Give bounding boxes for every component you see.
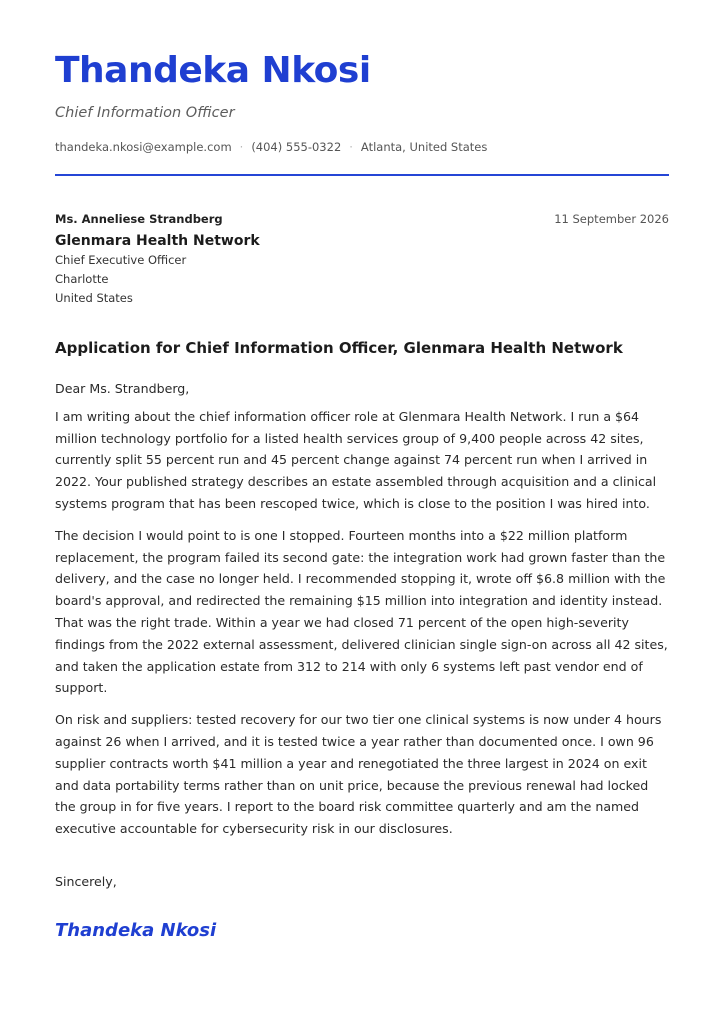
- email-link[interactable]: thandeka.nkosi@example.com: [55, 140, 232, 154]
- recipient-role: Chief Executive Officer: [55, 253, 187, 267]
- recipient-name: Ms. Anneliese Strandberg: [55, 212, 223, 226]
- letter-date: 11 September 2026: [554, 212, 669, 226]
- body-paragraph: On risk and suppliers: tested recovery for our two tier one clinical systems is now under 4 hours against 26 when I arrived, and it is tested twice a year rather than documented once. I own 96 supplier contracts worth $41 million a year and renegotiated the three largest in 2024 on exit and data portability terms rather than on unit price, because the previous renewal had locked the group in for five years. I report to the board risk committee quarterly and am the named executive accountable for cybersecurity risk in our disclosures.: [55, 712, 662, 837]
- letter-body: [55, 378, 669, 850]
- recipient-city: Charlotte: [55, 272, 109, 286]
- applicant-name: Thandeka Nkosi: [55, 50, 371, 91]
- contact-separator: ·: [349, 140, 353, 154]
- recipient-country: United States: [55, 291, 133, 305]
- body-paragraph: The decision I would point to is one I stopped. Fourteen months into a $22 million platform replacement, the program failed its second gate: the integration work had grown faster than the delivery, and the case no longer held. I recommended stopping it, wrote off $6.8 million with the board's approval, and redirected the remaining $15 million into integration and identity instead. That was the right trade. Within a year we had closed 71 percent of the open high-severity findings from the 2022 external assessment, delivered clinician single sign-on across all 42 sites, and taken the application estate from 312 to 214 with only 6 systems left past vendor end of support.: [55, 527, 668, 696]
- contact-separator: ·: [239, 140, 244, 154]
- phone-number: (404) 555-0322: [251, 140, 342, 154]
- location: Atlanta, United States: [360, 140, 488, 154]
- closing: Sincerely,: [55, 874, 117, 889]
- header-divider: [55, 174, 669, 176]
- recipient-organization: Glenmara Health Network: [55, 233, 260, 249]
- body-paragraph: I am writing about the chief information officer role at Glenmara Health Network. I run a $64 million technology portfolio for a listed health services group of 9,400 people across 42 sites, currently split 55 percent run and 45 percent change against 74 percent run when I arrived in 2022. Your published strategy describes an estate assembled through acquisition and a clinical systems program that has been rescoped twice, which is close to the position I was hired into.: [55, 408, 657, 511]
- applicant-title: Chief Information Officer: [55, 105, 235, 121]
- contact-line: [55, 140, 487, 154]
- signature: Thandeka Nkosi: [55, 920, 217, 941]
- salutation: Dear Ms. Strandberg,: [55, 381, 190, 396]
- letter-subject: Application for Chief Information Officer, Glenmara Health Network: [55, 339, 623, 357]
- recipient-block: [55, 211, 475, 308]
